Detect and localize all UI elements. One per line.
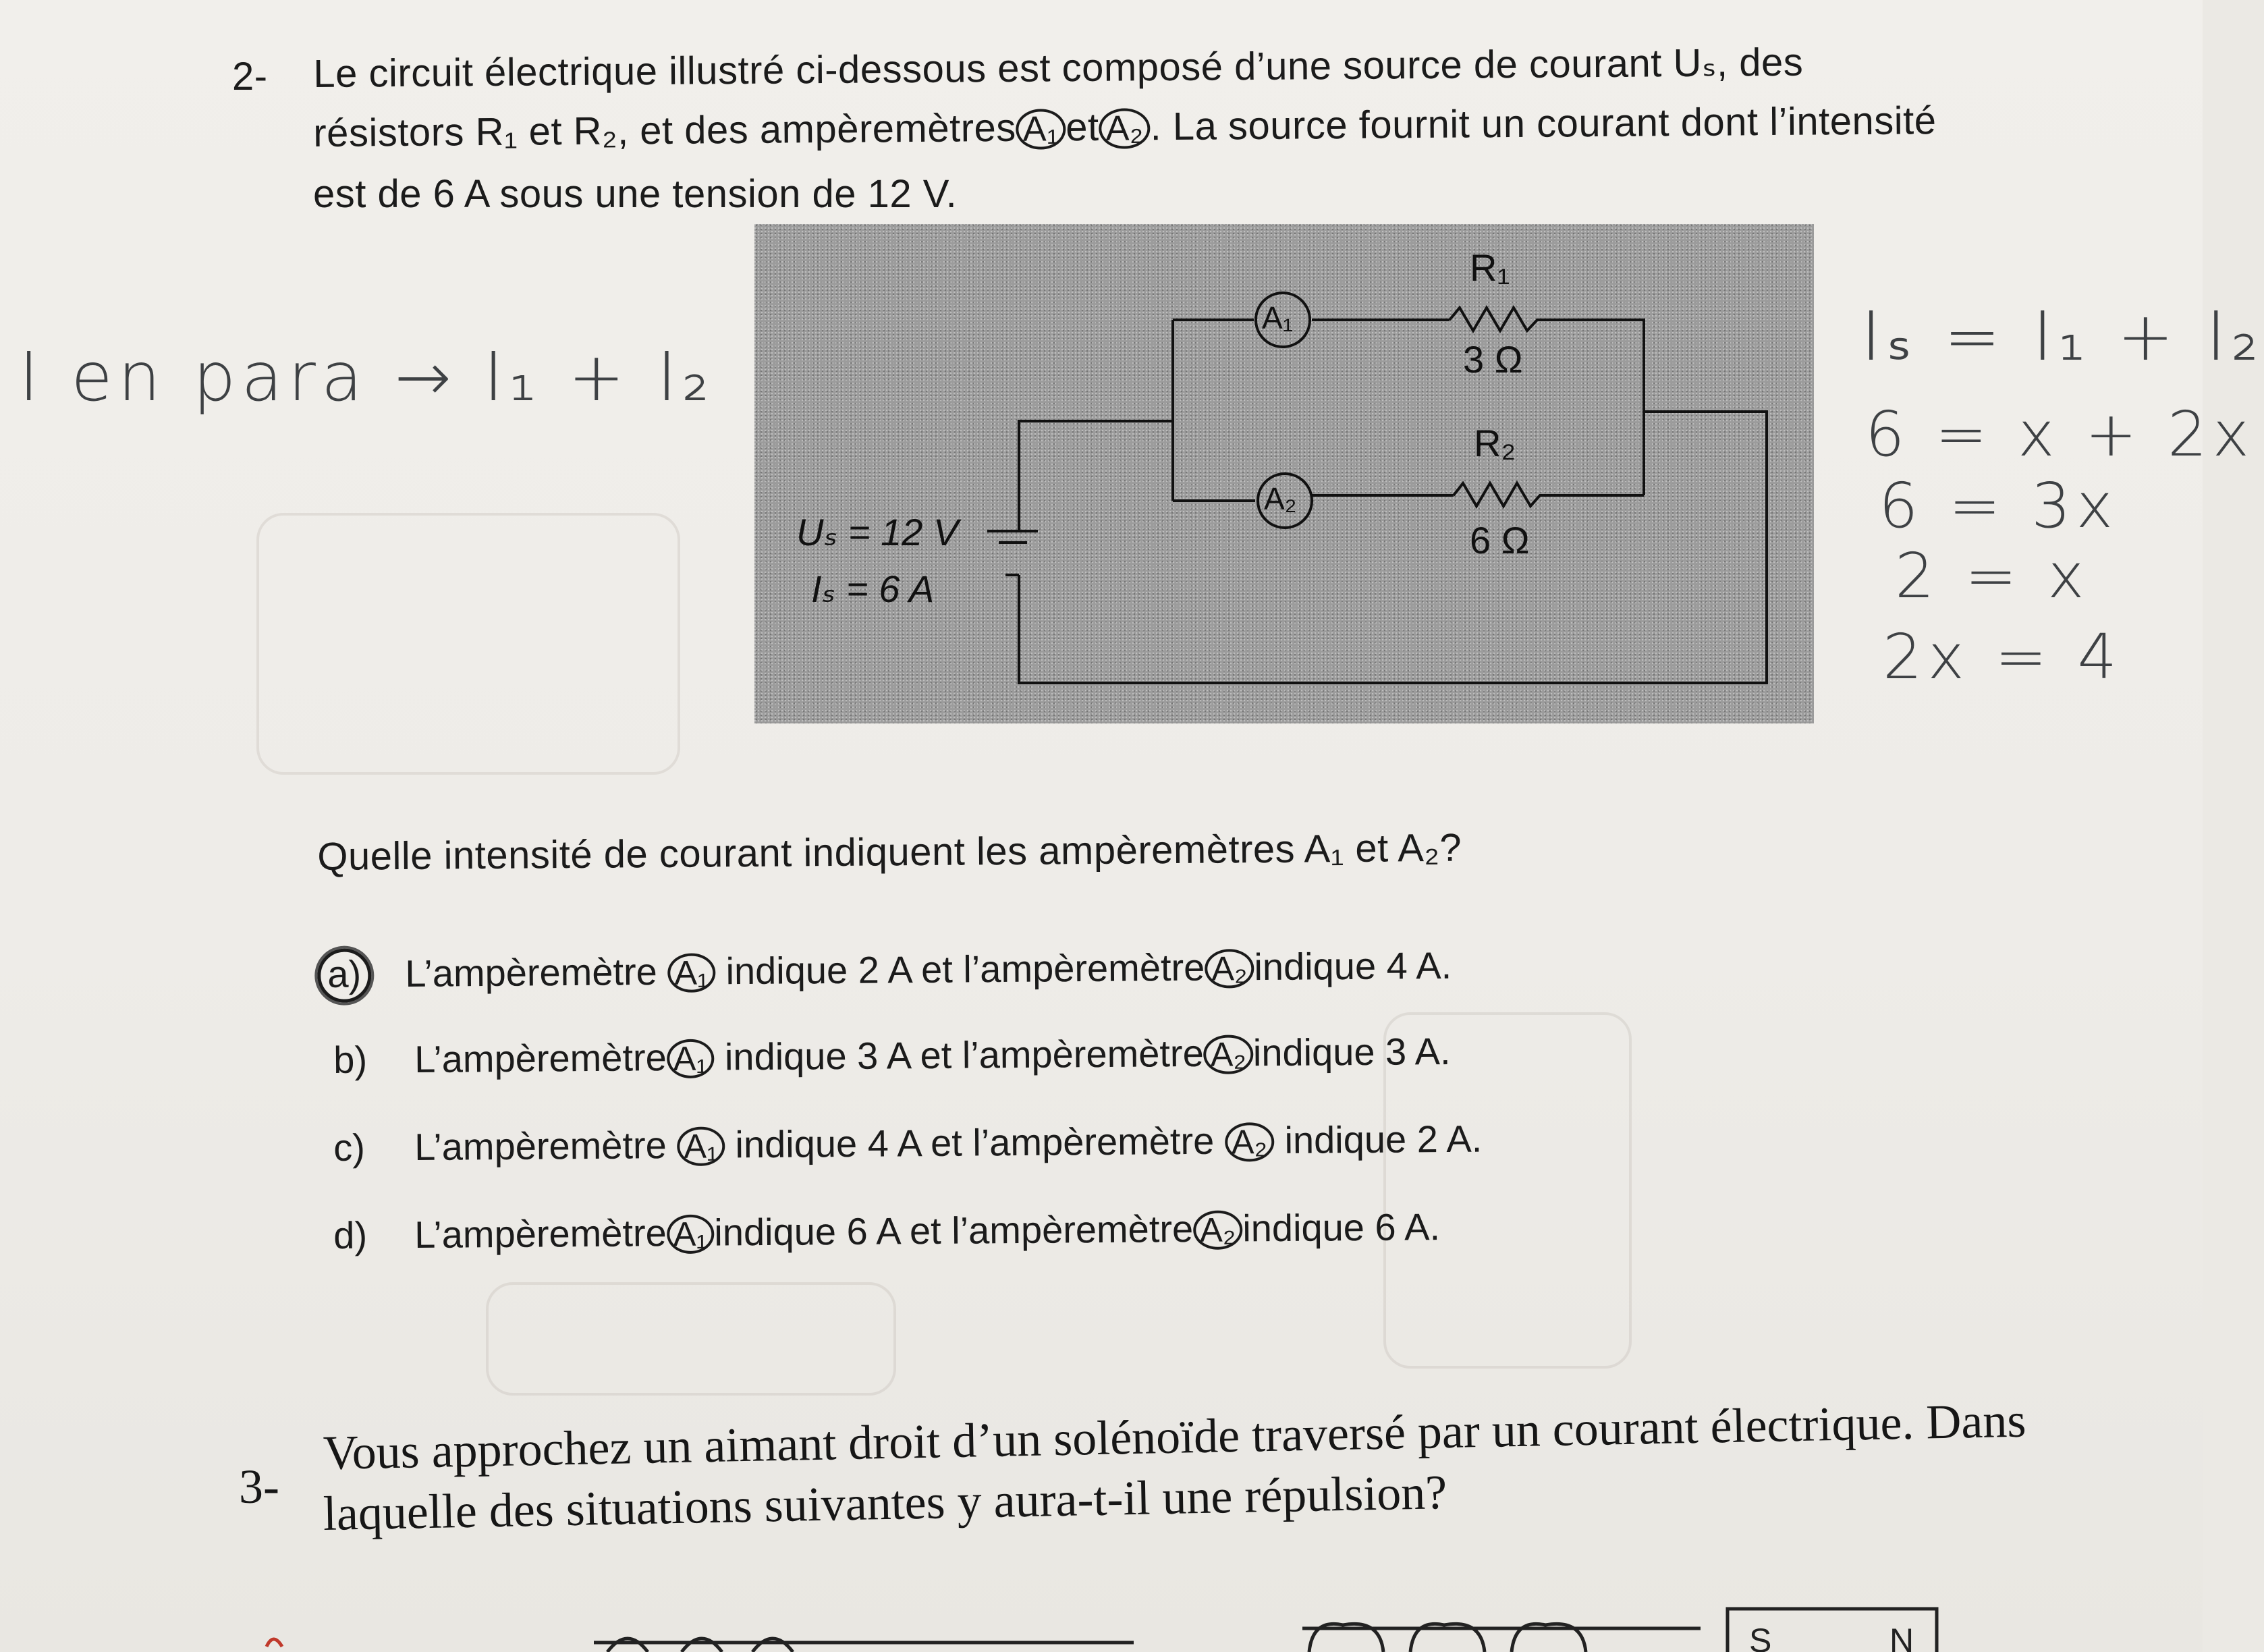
- handwritten-left-note: I en para → I₁ + I₂: [19, 337, 715, 416]
- left-arc-mark: [267, 1639, 282, 1647]
- choice-a-ammeter-a1: A₁: [667, 953, 715, 993]
- question-2-line-1: Le circuit électrique illustré ci-dessous est composé d’une source de courant Uₛ, des: [313, 40, 1804, 96]
- show-through-mark: [256, 513, 680, 775]
- choice-a-ammeter-a2: A₂: [1205, 949, 1254, 989]
- handwritten-equation-4: 2 = x: [1895, 540, 2090, 612]
- circuit-diagram: [754, 224, 1814, 723]
- ammeter-a2-symbol: A₂: [1099, 108, 1151, 149]
- choice-d-text-end: indique 6 A.: [1242, 1205, 1441, 1250]
- ammeter-a2-label: A₂: [1264, 481, 1297, 516]
- ammeter-a1-symbol: A₁: [1016, 109, 1066, 150]
- handwritten-equation-3: 6 = 3x: [1879, 470, 2119, 542]
- choice-b-ammeter-a2: A₂: [1203, 1035, 1253, 1074]
- source-voltage-label: Uₛ = 12 V: [796, 511, 959, 553]
- circuit-wiring: [754, 224, 1814, 723]
- choice-b[interactable]: [333, 1028, 1451, 1084]
- choice-a-text-start: L’ampèremètre: [405, 950, 658, 995]
- question-3-line-2: laquelle des situations suivantes y aura-t-il une répulsion?: [323, 1465, 1447, 1541]
- choice-c-text-end: indique 2 A.: [1284, 1117, 1483, 1161]
- choice-d-ammeter-a2: A₂: [1193, 1210, 1243, 1250]
- coil-left-loops: [607, 1639, 793, 1652]
- resistor-r2-zigzag: [1454, 483, 1548, 506]
- question-3-number: 3-: [239, 1460, 279, 1514]
- resistor-r1-value: 3 Ω: [1463, 338, 1523, 381]
- choice-c-ammeter-a1: A₁: [677, 1126, 725, 1166]
- handwritten-equation-5: 2x = 4: [1883, 621, 2123, 693]
- question-2-line-2-and: et: [1065, 105, 1099, 150]
- choice-c[interactable]: [333, 1116, 1483, 1172]
- magnet-s-label: S: [1749, 1622, 1772, 1652]
- choice-d-letter: d): [333, 1213, 368, 1257]
- resistor-r2-value: 6 Ω: [1470, 519, 1530, 561]
- choice-a[interactable]: [317, 940, 1452, 1003]
- choice-b-text-end: indique 3 A.: [1252, 1029, 1451, 1074]
- magnet-n-label: N: [1889, 1622, 1914, 1652]
- choice-c-text-mid: indique 4 A et l’ampèremètre: [735, 1119, 1215, 1166]
- source-current-label: Iₛ = 6 A: [811, 568, 935, 610]
- choice-a-text-mid: indique 2 A et l’ampèremètre: [725, 945, 1205, 993]
- wire-branch-top-end: [1547, 320, 1644, 495]
- wire-bottom: [1019, 412, 1767, 683]
- question-2-line-2-start: résistors R₁ et R₂, et des ampèremètres: [313, 105, 1017, 155]
- choice-d-text-mid: indique 6 A et l’ampèremètre: [714, 1207, 1194, 1254]
- resistor-r1-label: R₁: [1470, 246, 1510, 289]
- choice-b-ammeter-a1: A₁: [667, 1039, 715, 1079]
- question-2-number: 2-: [232, 55, 268, 99]
- wire-left: [1019, 421, 1173, 531]
- question-2-line-2: [313, 91, 1937, 163]
- resistor-r2-label: R₂: [1474, 422, 1516, 464]
- choice-d-text-start: L’ampèremètre: [414, 1211, 667, 1257]
- choice-d[interactable]: [333, 1203, 1440, 1259]
- question-2-line-3: est de 6 A sous une tension de 12 V.: [313, 172, 958, 216]
- choice-b-letter: b): [333, 1038, 368, 1081]
- show-through-mark: [486, 1282, 896, 1396]
- choice-b-text-mid: indique 3 A et l’ampèremètre: [724, 1031, 1204, 1078]
- resistor-r1-zigzag: [1449, 308, 1547, 331]
- choice-a-text-end: indique 4 A.: [1254, 943, 1452, 989]
- handwritten-equation-2: 6 = x + 2x: [1865, 398, 2255, 470]
- ammeter-a1-label: A₁: [1262, 300, 1294, 335]
- choice-c-letter: c): [333, 1126, 366, 1169]
- choice-a-letter-circled: a): [317, 948, 372, 1003]
- choice-b-text-start: L’ampèremètre: [414, 1036, 667, 1081]
- choice-c-ammeter-a2: A₂: [1225, 1122, 1275, 1162]
- question-3-line-1: Vous approchez un aimant droit d’un solénoïde traversé par un courant électrique. Dans: [323, 1393, 2027, 1480]
- handwritten-equation-1: Iₛ = I₁ + I₂: [1861, 297, 2264, 376]
- choice-c-text-start: L’ampèremètre: [414, 1124, 667, 1169]
- choice-d-ammeter-a1: A₁: [667, 1215, 715, 1255]
- question-2-prompt: Quelle intensité de courant indiquent les ampèremètres A₁ et A₂?: [317, 825, 1462, 879]
- solenoid-figure-partial: [0, 1578, 2203, 1652]
- question-2-line-2-end: . La source fournit un courant dont l’intensité: [1150, 99, 1937, 149]
